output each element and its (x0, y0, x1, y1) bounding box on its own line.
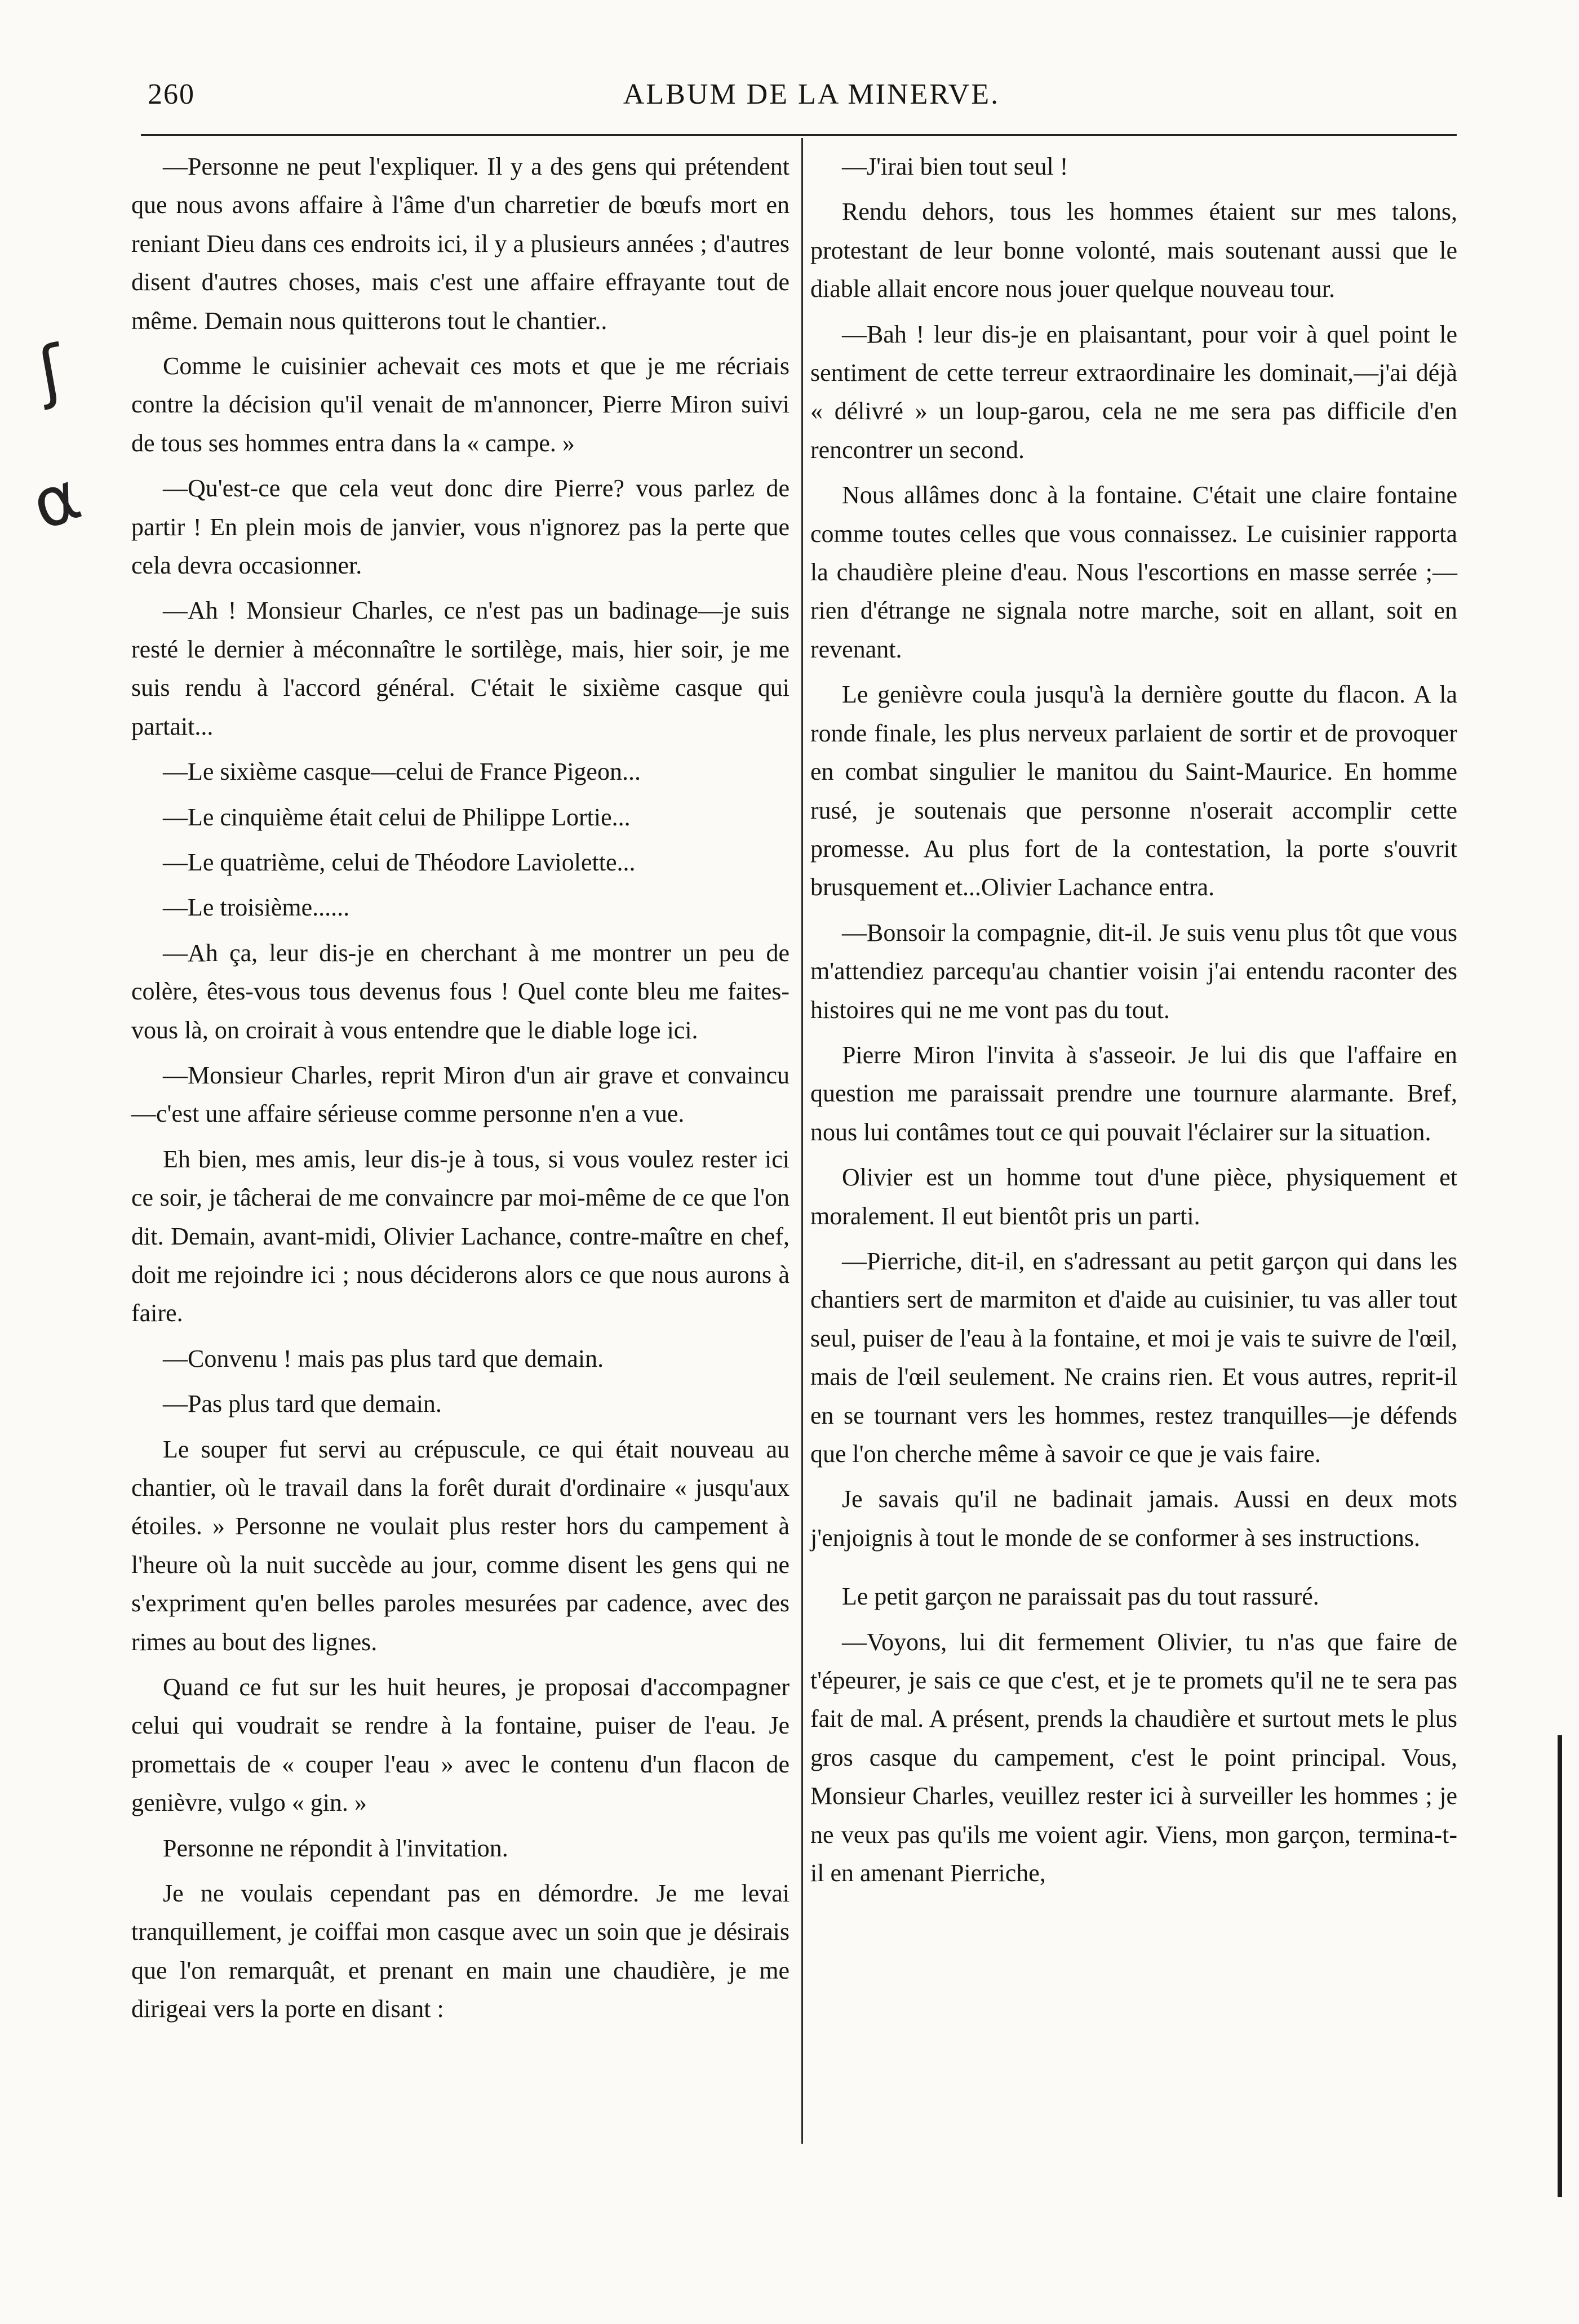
paragraph: Quand ce fut sur les huit heures, je proposai d'accompagner celui qui voudrait se rendre à la fontaine, puiser de l'eau. Je promettais de « couper l'eau » avec le contenu d'un flacon de genièvre, vulgo « gin. » (131, 1673, 790, 1817)
paragraph: —Monsieur Charles, reprit Miron d'un air grave et convaincu—c'est une affaire sérieuse comme personne n'en a vue. (131, 1061, 790, 1128)
paragraph: Je savais qu'il ne badinait jamais. Aussi en deux mots j'enjoignis à tout le monde de se conformer à ses instructions. (810, 1485, 1457, 1552)
paragraph: Personne ne répondit à l'invitation. (163, 1834, 508, 1862)
paragraph: —Bonsoir la compagnie, dit-il. Je suis venu plus tôt que vous m'attendiez parcequ'au chantier voisin j'ai entendu raconter des histoires qui ne me vont pas du tout. (810, 918, 1457, 1024)
paragraph: Comme le cuisinier achevait ces mots et que je me récriais contre la décision qu'il venait de m'annoncer, Pierre Miron suivi de tous ses hommes entra dans la « campe. » (131, 352, 790, 457)
paragraph: —Le cinquième était celui de Philippe Lortie... (163, 803, 631, 831)
column-rule (801, 138, 803, 2144)
paragraph: Le souper fut servi au crépuscule, ce qui était nouveau au chantier, où le travail dans la forêt durait d'ordinaire « jusqu'aux étoiles. » Personne ne voulait plus rester hors du campement à l'heure où la nuit succède au jour, comme disent les gens qui ne s'expriment qu'en belles paroles mesurées par cadence, avec des rimes au bout des lignes. (131, 1435, 790, 1656)
right-column (810, 148, 1457, 1899)
page-edge-line (1558, 1735, 1562, 2197)
page-number: 260 (148, 78, 195, 110)
paragraph: —Qu'est-ce que cela veut donc dire Pierre? vous parlez de partir ! En plein mois de janvier, vous n'ignorez pas la perte que cela devra occasionner. (131, 474, 790, 580)
paragraph: Nous allâmes donc à la fontaine. C'était une claire fontaine comme toutes celles que vous connaissez. Le cuisinier rapporta la chaudière pleine d'eau. Nous l'escortions en masse serrée ;—rien d'étrange ne signala notre marche, soit en allant, soit en revenant. (810, 481, 1457, 663)
paragraph: —Pierriche, dit-il, en s'adressant au petit garçon qui dans les chantiers sert de marmiton et d'aide au cuisinier, tu vas aller tout seul, puiser de l'eau à la fontaine, et moi je vais te suivre de l'œil, mais de l'œil seulement. Ne crains rien. Et vous autres, reprit-il en se tournant vers les hommes, restez tranquilles—je défends que l'on cherche même à savoir ce que je vais faire. (810, 1247, 1457, 1468)
paragraph: Rendu dehors, tous les hommes étaient sur mes talons, protestant de leur bonne volonté, mais soutenant aussi que le diable allait encore nous jouer quelque nouveau tour. (810, 198, 1457, 303)
paragraph: —Le troisième...... (163, 894, 350, 922)
paragraph: —Bah ! leur dis-je en plaisantant, pour voir à quel point le sentiment de cette terreur extraordinaire les dominait,—j'ai déjà « délivré » un loup-garou, cela ne me sera pas difficile d'en rencontrer un second. (810, 320, 1457, 464)
paragraph: —Voyons, lui dit fermement Olivier, tu n'as que faire de t'épeurer, je sais ce que c'est, et je te promets qu'il ne te sera pas fait de mal. A présent, prends la chaudière et surtout mets le plus gros casque du campement, c'est le point principal. Vous, Monsieur Charles, veuillez rester ici à surveiller les hommes ; je ne veux pas qu'ils me voient agir. Viens, mon garçon, termina-t-il en amenant Pierriche, (810, 1628, 1457, 1887)
paragraph: —Le sixième casque—celui de France Pigeon... (163, 758, 641, 786)
paragraph: —J'irai bien tout seul ! (842, 153, 1068, 180)
paragraph: Le petit garçon ne paraissait pas du tout rassuré. (842, 1583, 1319, 1611)
paragraph: —Personne ne peut l'expliquer. Il y a des gens qui prétendent que nous avons affaire à l'âme d'un charretier de bœufs mort en reniant Dieu dans ces endroits ici, il y a plusieurs années ; d'autres disent d'autres choses, mais c'est une affaire effrayante tout de même. Demain nous quitterons tout le chantier.. (131, 153, 790, 335)
paragraph: —Ah ! Monsieur Charles, ce n'est pas un badinage—je suis resté le dernier à méconnaître le sortilège, mais, hier soir, je me suis rendu à l'accord général. C'était le sixième casque qui partait... (131, 597, 790, 740)
paragraph: —Le quatrième, celui de Théodore Laviolette... (163, 848, 636, 876)
paragraph: Olivier est un homme tout d'une pièce, physiquement et moralement. Il eut bientôt pris un parti. (810, 1163, 1457, 1230)
paragraph: —Pas plus tard que demain. (163, 1390, 442, 1418)
paragraph: Eh bien, mes amis, leur dis-je à tous, si vous voulez rester ici ce soir, je tâcherai de me convaincre par moi-même de ce que l'on dit. Demain, avant-midi, Olivier Lachance, contre-maître en chef, doit me rejoindre ici ; nous déciderons alors ce que nous aurons à faire. (131, 1145, 790, 1327)
running-title: ALBUM DE LA MINERVE. (623, 78, 1000, 110)
left-column (131, 148, 790, 2036)
paragraph: Pierre Miron l'invita à s'asseoir. Je lui dis que l'affaire en question me paraissait prendre une tournure alarmante. Bref, nous lui contâmes tout ce qui pouvait l'éclairer sur la situation. (810, 1041, 1457, 1146)
margin-mark-icon: ʃ (33, 331, 69, 412)
paragraph: —Ah ça, leur dis-je en cherchant à me montrer un peu de colère, êtes-vous tous devenus fous ! Quel conte bleu me faites-vous là, on croirait à vous entendre que le diable loge ici. (131, 939, 790, 1044)
margin-annotation-icon: α (21, 456, 91, 546)
paragraph: —Convenu ! mais pas plus tard que demain. (163, 1344, 604, 1372)
paragraph: Le genièvre coula jusqu'à la dernière goutte du flacon. A la ronde finale, les plus nerveux parlaient de sortir et de provoquer en combat singulier le manitou du Saint-Maurice. En homme rusé, je soutenais que personne n'oserait accomplir cette promesse. Au plus fort de la contestation, la porte s'ouvrit brusquement et...Olivier Lachance entra. (810, 681, 1457, 901)
header-rule (141, 134, 1457, 136)
paragraph: Je ne voulais cependant pas en démordre. Je me levai tranquillement, je coiffai mon casque avec un soin que je désirais que l'on remarquât, et prenant en main une chaudière, je me dirigeai vers la porte en disant : (131, 1879, 790, 2023)
